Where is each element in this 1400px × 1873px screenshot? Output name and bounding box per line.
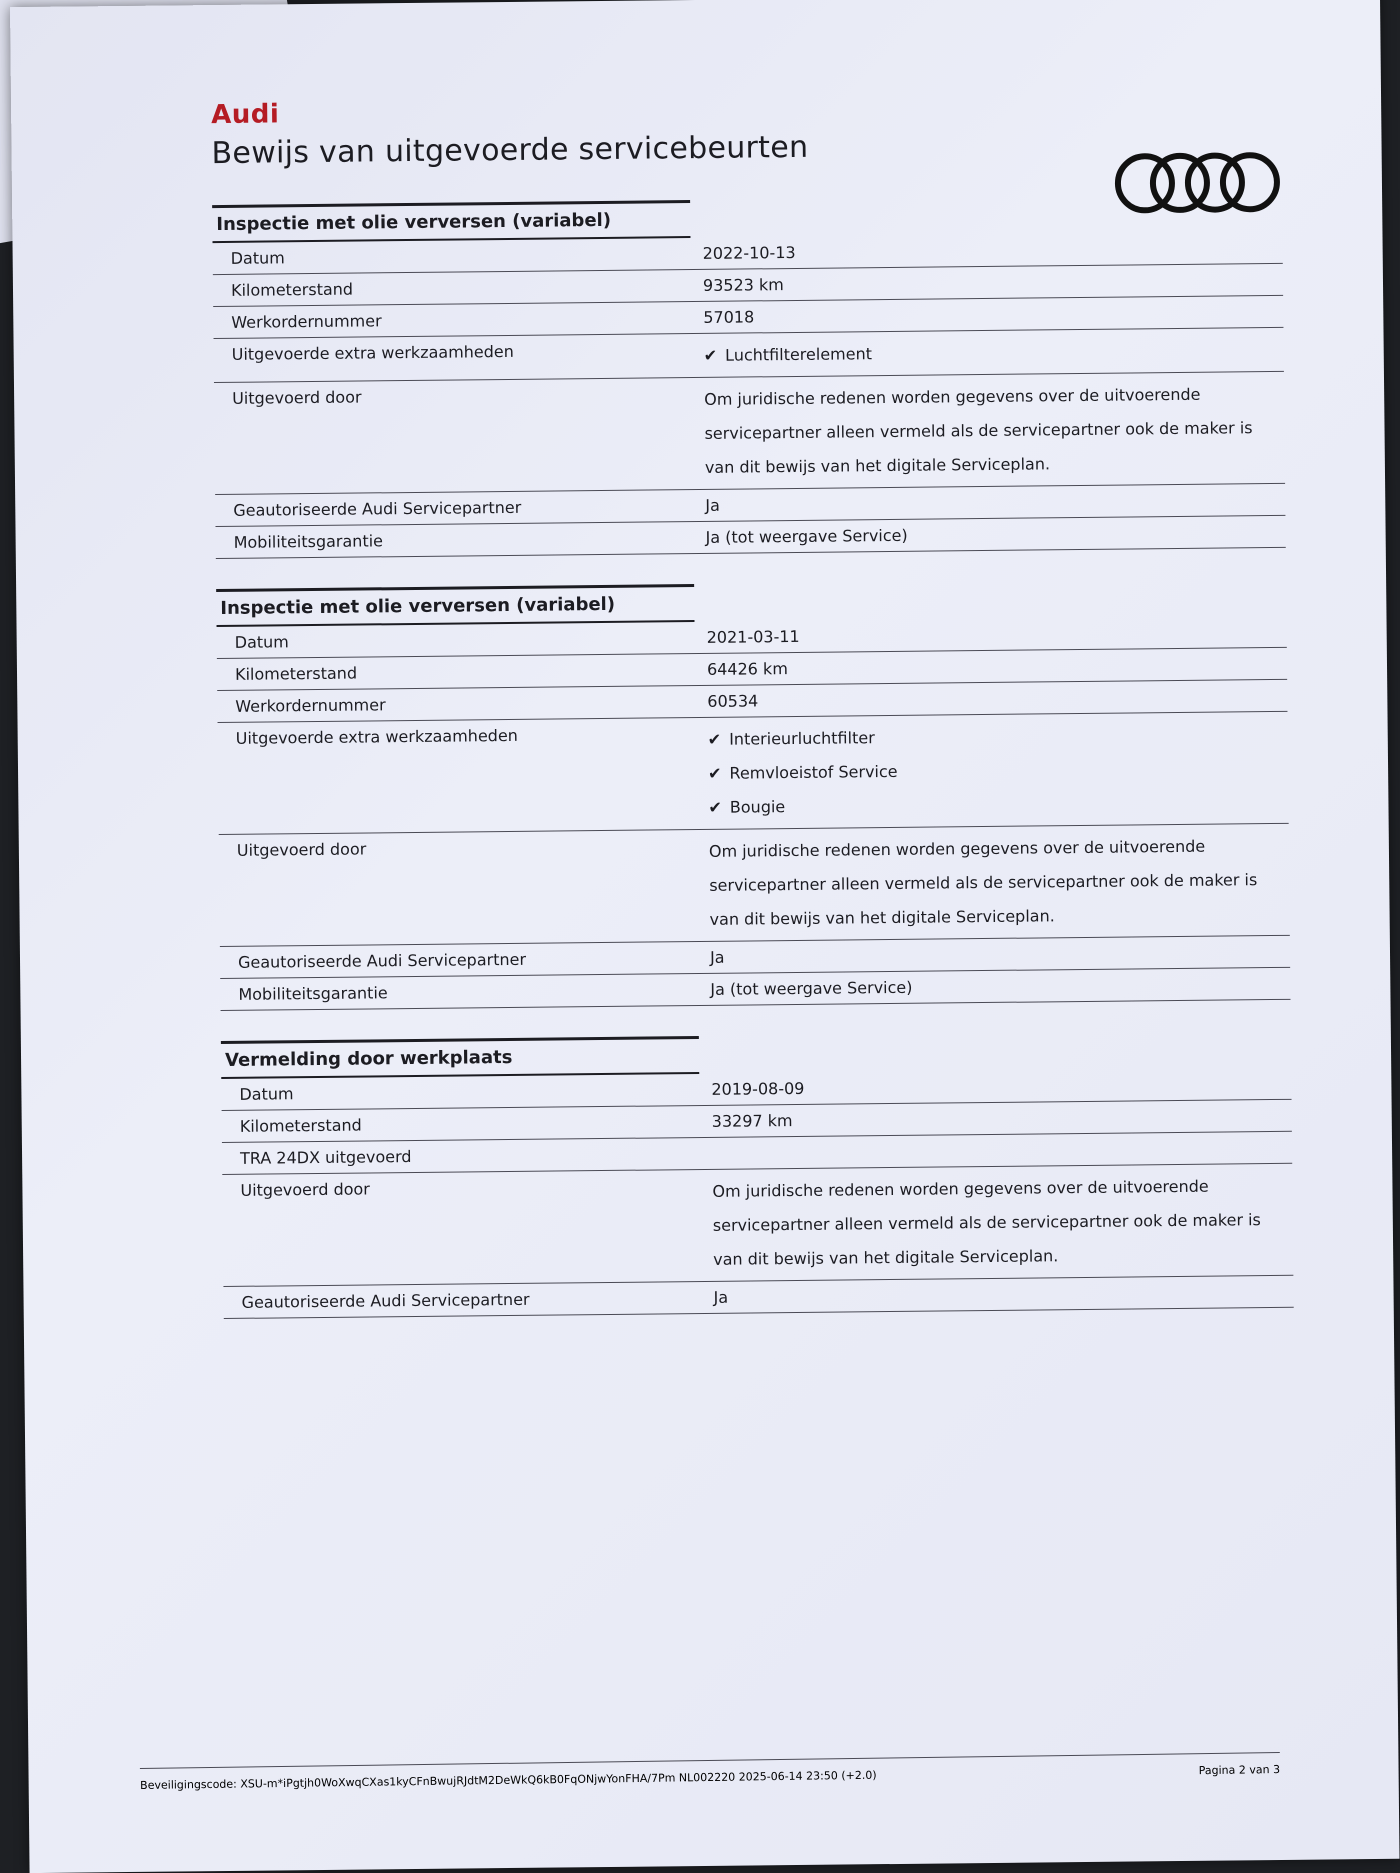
row-label: Kilometerstand (234, 663, 358, 684)
row-value (702, 1132, 1292, 1169)
section-title: Inspectie met olie verversen (variabel) (212, 200, 690, 243)
work-item (704, 333, 1284, 373)
row-label: Datum (230, 248, 285, 268)
row-label: Werkordernummer (231, 311, 382, 332)
row-label: TRA 24DX uitgevoerd (240, 1147, 412, 1168)
row-items (693, 328, 1283, 377)
row-label: Kilometerstand (230, 279, 354, 300)
row-value: Ja (tot weergave Service) (705, 525, 908, 547)
row-label: Uitgevoerde extra werkzaamheden (231, 341, 514, 364)
row-value: Om juridische redenen worden gegevens over de uitvoerende servicepartner alleen vermeld als de servicepartner ook de maker is van dit bewijs van het digitale Serviceplan. (704, 384, 1253, 477)
checkmark-icon: ✔ (703, 345, 718, 365)
service-section (212, 194, 1286, 559)
service-section (216, 578, 1290, 1011)
row-value: Om juridische redenen worden gegevens over de uitvoerende servicepartner alleen vermeld als de servicepartner ook de maker is van dit bewijs van het digitale Serviceplan. (708, 836, 1258, 929)
checkmark-icon: ✔ (707, 729, 722, 749)
section-title: Inspectie met olie verversen (variabel) (216, 584, 694, 627)
section-title: Vermelding door werkplaats (221, 1036, 699, 1079)
row-label: Kilometerstand (239, 1115, 362, 1136)
table-row (222, 1164, 1293, 1287)
row-value: 2021-03-11 (706, 626, 800, 647)
page-number: Pagina 2 van 3 (1198, 1763, 1281, 1778)
service-section (221, 1030, 1294, 1319)
row-label: Uitgevoerde extra werkzaamheden (235, 725, 518, 748)
row-label: Geautoriseerde Audi Servicepartner (241, 1289, 530, 1312)
work-item (708, 785, 1288, 825)
row-value: 64426 km (706, 659, 788, 679)
row-value: 2022-10-13 (702, 242, 796, 263)
row-label: Datum (239, 1084, 294, 1104)
row-value: Ja (713, 1287, 729, 1307)
security-code: Beveiligingscode: XSU-m*iPgtjh0WoXwqCXas1kyCFnBwujRJdtM2DeWkQ6kB0FqONjwYonFHA/7Pm NL002220 2025-06-14 23:50 (+2.0) (140, 1768, 877, 1792)
row-label: Datum (234, 632, 289, 652)
checkmark-icon: ✔ (708, 797, 722, 817)
document-content (211, 89, 1299, 1800)
row-items (698, 712, 1289, 829)
table-row (214, 372, 1285, 495)
row-value: 33297 km (711, 1111, 793, 1131)
checkmark-icon: ✔ (708, 763, 722, 783)
brand-name: Audi (211, 99, 280, 131)
row-label: Geautoriseerde Audi Servicepartner (237, 949, 527, 972)
row-value: 2019-08-09 (711, 1078, 805, 1099)
work-item-label: Luchtfilterelement (725, 344, 873, 365)
table-row (218, 712, 1289, 835)
row-label: Mobiliteitsgarantie (238, 983, 388, 1004)
row-value: Ja (709, 947, 725, 967)
row-value: Ja (705, 495, 720, 515)
audi-rings-logo (1112, 149, 1283, 217)
row-label: Werkordernummer (235, 695, 386, 716)
work-item-label: Bougie (729, 797, 786, 817)
table-row (219, 824, 1290, 947)
row-value: 93523 km (702, 275, 784, 295)
work-item-label: Remvloeistof Service (729, 761, 898, 783)
work-item-label: Interieurluchtfilter (729, 728, 875, 749)
row-value: 57018 (703, 307, 755, 327)
document-page (10, 0, 1399, 1873)
row-value: Om juridische redenen worden gegevens over de uitvoerende servicepartner alleen vermeld als de servicepartner ook de maker is van dit bewijs van het digitale Serviceplan. (712, 1176, 1261, 1269)
row-label: Mobiliteitsgarantie (233, 531, 384, 552)
row-value: Ja (tot weergave Service) (710, 977, 913, 999)
row-label: Uitgevoerd door (240, 1179, 370, 1200)
row-value: 60534 (707, 691, 759, 711)
row-label: Uitgevoerd door (232, 387, 362, 408)
row-label: Geautoriseerde Audi Servicepartner (233, 497, 522, 520)
row-label: Uitgevoerd door (236, 839, 367, 860)
page-title: Bewijs van uitgevoerde servicebeurten (211, 129, 809, 172)
